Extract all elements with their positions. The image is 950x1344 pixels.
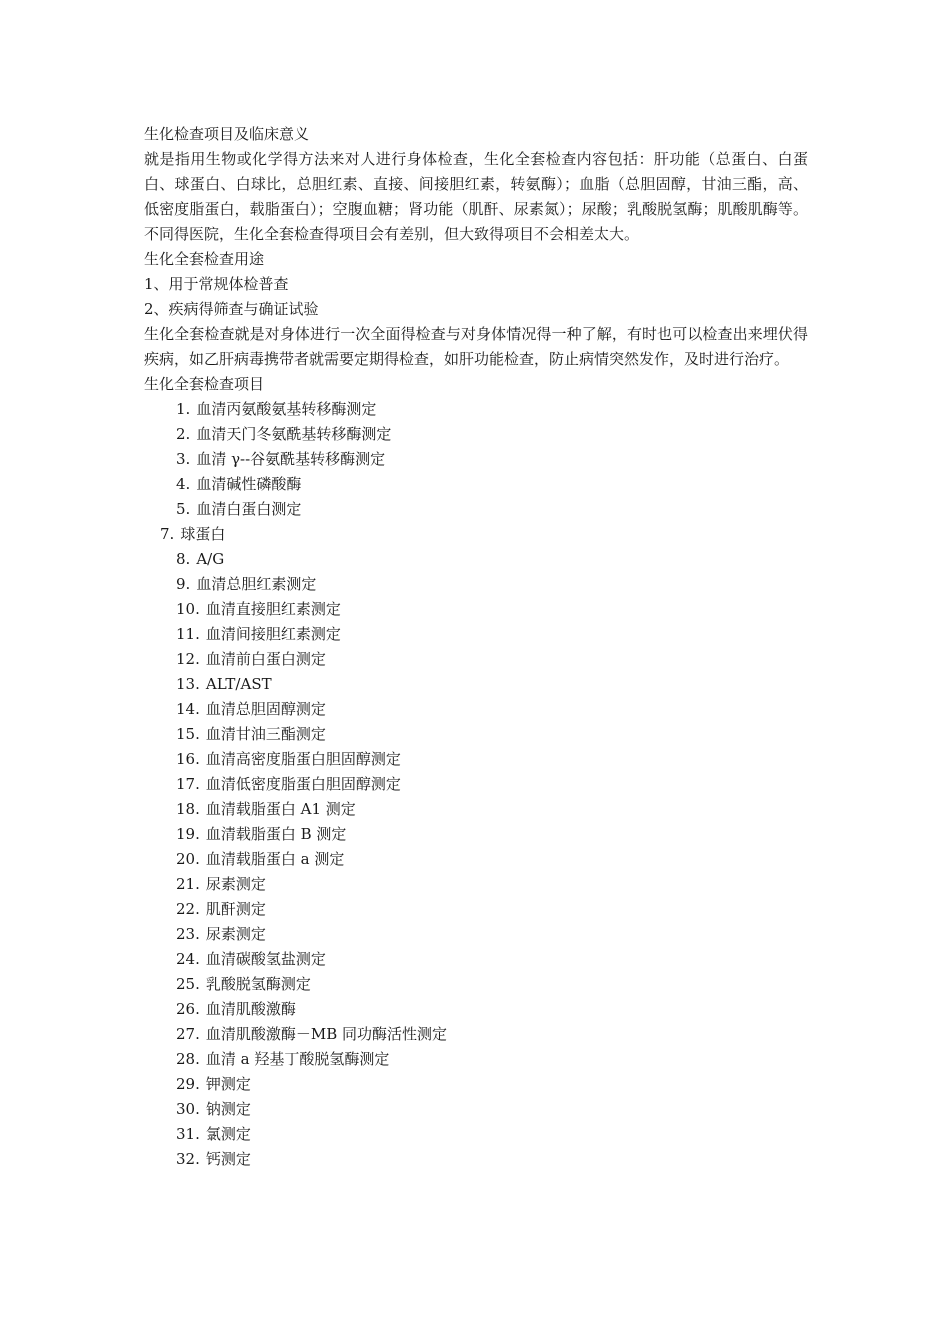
item-text: 血清间接胆红素测定 (205, 625, 341, 643)
list-item (144, 897, 808, 922)
item-number: 28. (176, 1050, 200, 1068)
use-item-2: 2、疾病得筛查与确证试验 (144, 300, 319, 318)
item-number: 5. (176, 500, 191, 518)
list-item (144, 922, 808, 947)
item-text: 血清丙氨酸氨基转移酶测定 (196, 400, 377, 418)
item-number: 14. (176, 700, 200, 718)
item-text: 血清低密度脂蛋白胆固醇测定 (205, 775, 401, 793)
list-item (144, 447, 808, 472)
item-number: 24. (176, 950, 200, 968)
item-number: 9. (176, 575, 191, 593)
uses-heading: 生化全套检查用途 (144, 250, 265, 268)
item-text: 尿素测定 (205, 875, 266, 893)
item-text: 钙测定 (205, 1150, 251, 1168)
item-text: 尿素测定 (205, 925, 266, 943)
item-text: 肌酐测定 (205, 900, 266, 918)
document-page (144, 122, 808, 1172)
item-text: 钾测定 (205, 1075, 251, 1093)
item-number: 21. (176, 875, 200, 893)
document-title: 生化检查项目及临床意义 (144, 125, 310, 143)
item-text: 血清总胆固醇测定 (205, 700, 326, 718)
item-number: 2. (176, 425, 191, 443)
item-text: 钠测定 (205, 1100, 251, 1118)
item-number: 12. (176, 650, 200, 668)
item-number: 11. (176, 625, 200, 643)
list-item (144, 872, 808, 897)
item-text: 血清白蛋白测定 (196, 500, 302, 518)
item-number: 19. (176, 825, 200, 843)
list-item (144, 722, 808, 747)
list-item (144, 547, 808, 572)
list-item (144, 1097, 808, 1122)
use-item-1: 1、用于常规体检普查 (144, 275, 289, 293)
item-number: 22. (176, 900, 200, 918)
item-text: 血清 a 羟基丁酸脱氢酶测定 (205, 1050, 390, 1068)
list-item (144, 622, 808, 647)
item-text: A/G (196, 550, 225, 568)
item-text: 乳酸脱氢酶测定 (205, 975, 311, 993)
item-text: 血清甘油三酯测定 (205, 725, 326, 743)
list-item (144, 822, 808, 847)
item-text: 血清载脂蛋白 A1 测定 (205, 800, 356, 818)
list-item (144, 747, 808, 772)
item-text: 血清碳酸氢盐测定 (205, 950, 326, 968)
item-text: 血清直接胆红素测定 (205, 600, 341, 618)
item-text: 血清天门冬氨酰基转移酶测定 (196, 425, 392, 443)
list-item (144, 797, 808, 822)
item-number: 7. (160, 525, 175, 543)
item-text: 血清碱性磷酸酶 (196, 475, 302, 493)
item-number: 20. (176, 850, 200, 868)
item-number: 32. (176, 1150, 200, 1168)
item-text: 血清载脂蛋白 B 测定 (205, 825, 347, 843)
item-text: 球蛋白 (180, 525, 226, 543)
list-item (144, 497, 808, 522)
list-item (144, 1047, 808, 1072)
item-number: 8. (176, 550, 191, 568)
intro-paragraph: 就是指用生物或化学得方法来对人进行身体检查，生化全套检查内容包括：肝功能（总蛋白、白蛋白、球蛋白、白球比，总胆红素、直接、间接胆红素，转氨酶）；血脂（总胆固醇，甘油三酯，高、低密度脂蛋白，载脂蛋白）；空腹血糖；肾功能（肌酐、尿素氮）；尿酸；乳酸脱氢酶；肌酸肌酶等。不同得医院，生化全套检查得项目会有差别，但大致得项目不会相差太大。 (144, 150, 808, 243)
item-text: ALT/AST (205, 675, 272, 693)
item-text: 氯测定 (205, 1125, 251, 1143)
item-number: 3. (176, 450, 191, 468)
check-items-list (144, 397, 808, 1172)
list-item (144, 847, 808, 872)
item-number: 27. (176, 1025, 200, 1043)
item-number: 29. (176, 1075, 200, 1093)
item-number: 13. (176, 675, 200, 693)
list-item (144, 672, 808, 697)
list-item (144, 1147, 808, 1172)
item-text: 血清高密度脂蛋白胆固醇测定 (205, 750, 401, 768)
item-number: 17. (176, 775, 200, 793)
item-number: 18. (176, 800, 200, 818)
list-item (144, 397, 808, 422)
list-item (144, 997, 808, 1022)
list-item (144, 772, 808, 797)
item-number: 16. (176, 750, 200, 768)
list-item (144, 522, 808, 547)
list-item (144, 697, 808, 722)
item-number: 26. (176, 1000, 200, 1018)
list-item (144, 572, 808, 597)
item-text: 血清总胆红素测定 (196, 575, 317, 593)
item-text: 血清肌酸激酶 (205, 1000, 296, 1018)
item-number: 23. (176, 925, 200, 943)
list-item (144, 1122, 808, 1147)
list-item (144, 1022, 808, 1047)
item-text: 血清载脂蛋白 a 测定 (205, 850, 345, 868)
item-number: 31. (176, 1125, 200, 1143)
item-number: 1. (176, 400, 191, 418)
list-item (144, 472, 808, 497)
list-item (144, 597, 808, 622)
item-number: 10. (176, 600, 200, 618)
list-item (144, 1072, 808, 1097)
uses-paragraph: 生化全套检查就是对身体进行一次全面得检查与对身体情况得一种了解，有时也可以检查出来埋伏得疾病，如乙肝病毒携带者就需要定期得检查，如肝功能检查，防止病情突然发作，及时进行治疗。 (144, 325, 808, 368)
item-text: 血清肌酸激酶－MB 同功酶活性测定 (205, 1025, 448, 1043)
list-item (144, 422, 808, 447)
item-number: 25. (176, 975, 200, 993)
item-number: 30. (176, 1100, 200, 1118)
list-item (144, 647, 808, 672)
list-item (144, 947, 808, 972)
items-heading: 生化全套检查项目 (144, 375, 265, 393)
item-number: 4. (176, 475, 191, 493)
list-item (144, 972, 808, 997)
item-text: 血清 γ--谷氨酰基转移酶测定 (196, 450, 386, 468)
item-text: 血清前白蛋白测定 (205, 650, 326, 668)
item-number: 15. (176, 725, 200, 743)
